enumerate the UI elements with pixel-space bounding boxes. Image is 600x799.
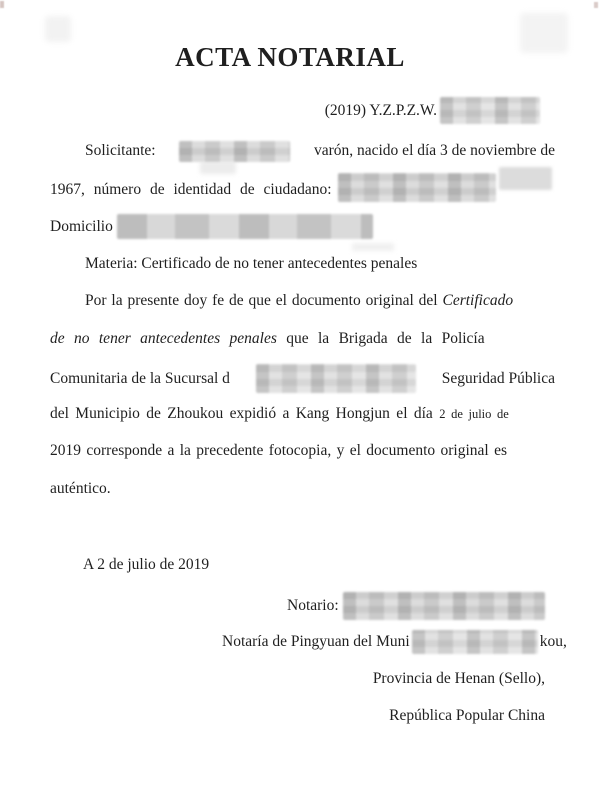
redaction-reference-number: [440, 97, 540, 124]
body3-after: Seguridad Pública: [441, 369, 555, 387]
document-title: ACTA NOTARIAL: [175, 42, 405, 72]
body-line-1: [85, 289, 513, 313]
scan-smudge: [352, 243, 394, 251]
body-line-2: [50, 327, 485, 351]
notaria-before: Notaría de Pingyuan del Muni: [222, 633, 410, 650]
body-line-6: auténtico.: [50, 480, 111, 497]
body4-small-text: 2 de julio de: [439, 407, 509, 421]
country-line: República Popular China: [389, 707, 545, 724]
identity-line: [50, 177, 496, 202]
redaction-applicant-name: [179, 141, 290, 162]
body4-main: del Municipio de Zhoukou expidió a Kang Hongjun el día: [50, 405, 433, 422]
redaction-notary-name: [343, 592, 545, 620]
redaction-police-branch-name: [256, 364, 416, 393]
reference-text: (2019) Y.Z.P.Z.W.: [324, 102, 437, 119]
identity-text: 1967, número de identidad de ciudadano:: [50, 180, 332, 198]
notario-label: Notario:: [287, 597, 339, 614]
scan-speck-top-left: [0, 1, 4, 8]
body3-before: Comunitaria de la Sucursal d: [50, 369, 230, 387]
reference-line: [325, 99, 540, 124]
body1-italic: Certificado: [442, 292, 514, 309]
faint-watermark-top-left: [45, 16, 71, 42]
date-line: A 2 de julio de 2019: [83, 556, 210, 573]
body2-italic: de no tener antecedentes penales: [50, 330, 277, 347]
notario-line: [287, 592, 545, 620]
solicitante-label: Solicitante:: [85, 142, 156, 159]
scan-speck-top-right: [594, 2, 598, 8]
redaction-identity-number: [338, 173, 496, 202]
redaction-notary-office-city: [412, 630, 538, 654]
body-line-5: 2019 corresponde a la precedente fotocopia, y el documento original es: [50, 442, 508, 459]
body-line-3: [50, 364, 555, 393]
redaction-bleed: [499, 167, 552, 190]
province-line: Provincia de Henan (Sello),: [372, 670, 545, 687]
redaction-address: [117, 214, 373, 239]
body1-regular: Por la presente doy fe de que el documento original del: [85, 292, 438, 309]
notaria-line: [222, 630, 567, 654]
body-line-4: [50, 402, 509, 426]
body2-regular: que la Brigada de la Policía: [286, 330, 485, 347]
domicilio-line: [50, 214, 373, 239]
domicilio-label: Domicilio: [50, 217, 113, 235]
solicitante-after-text: varón, nacido el día 3 de noviembre de: [313, 142, 555, 159]
notaria-after: kou,: [539, 633, 567, 650]
solicitante-line: [85, 139, 555, 163]
materia-line: Materia: Certificado de no tener antecedentes penales: [85, 255, 418, 272]
